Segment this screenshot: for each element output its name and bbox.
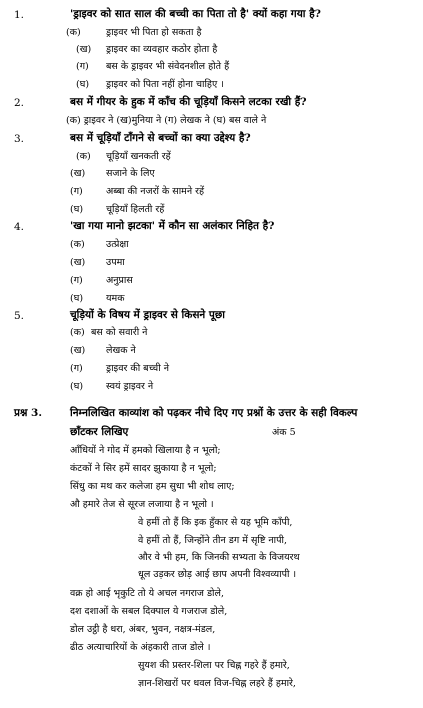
option-label: (घ): [70, 204, 84, 215]
option-label: (ग): [70, 275, 83, 286]
option-label: (क): [66, 27, 81, 38]
option-text: ड्राइवर भी पिता हो सकता है: [106, 27, 202, 38]
section-label: प्रश्न 3.: [14, 407, 43, 419]
poem-line: वक्र हो आई भृकुटि तो ये अचल नगराज डोले,: [70, 588, 224, 599]
question-number: 3.: [14, 133, 25, 145]
option-label: (ग): [76, 61, 89, 72]
option-label: (ग): [70, 186, 83, 197]
option-text: सजाने के लिए: [106, 168, 155, 179]
question-number: 2.: [14, 97, 25, 109]
option-inline: (क) ड्राइवर ने (ख)मुनिया ने (ग) लेखक ने (घ) बस वाले ने: [66, 115, 267, 126]
option-label: (घ): [70, 381, 84, 392]
option-text: ड्राइवर का व्यवहार कठोर होता है: [106, 44, 218, 55]
option-text: बस को सवारी ने: [91, 327, 148, 338]
question-number: 4.: [14, 221, 25, 233]
poem-line: दश दशाओं के सबल दिक्पाल ये गजराज डोले,: [70, 606, 228, 617]
option-label: (क): [76, 151, 91, 162]
option-label: (क): [70, 239, 85, 250]
section-instruction: छाँटकर लिखिए: [70, 426, 129, 438]
option-text: उपमा: [106, 257, 125, 268]
option-text: स्वयं ड्राइवर ने: [106, 381, 154, 392]
poem-line: कंटकों ने सिर हमें सादर झुकाया है न भूलो;: [70, 463, 217, 474]
option-text: ड्राइवर की बच्ची ने: [106, 363, 169, 374]
poem-line: आँधियों ने गोद में हमको खिलाया है न भूलो;: [70, 445, 221, 456]
option-text: ड्राइवर को पिता नहीं होना चाहिए ।: [106, 79, 224, 90]
option-label: (ख): [76, 44, 92, 55]
poem-line: ढीठ अत्याचारियों के अंहकारी ताज डोले ।: [70, 642, 211, 653]
question-text: बस में चूड़ियाँ टाँगने से बच्चों का क्या उद्देश्य है?: [70, 132, 251, 144]
poem-line: सुयश की प्रस्तर-शिला पर चिह्न गहरे हैं हमारे,: [138, 660, 290, 671]
option-label: (ग): [70, 363, 83, 374]
option-text: बस के ड्राइवर भी संवेदनशील होते हैं: [106, 61, 230, 72]
option-text: अनुप्रास: [106, 275, 133, 286]
option-label: (ख): [70, 168, 86, 179]
poem-line: सिंधु का मथ कर कलेजा हम सुधा भी शोध लाए;: [70, 481, 235, 492]
section-instruction: निम्नलिखित काव्यांश को पढ़कर नीचे दिए गए प्रश्नों के उत्तर के सही विकल्प: [70, 407, 358, 419]
question-number: 5.: [14, 310, 25, 322]
question-text: बस में गीयर के हुक में काँच की चूड़ियाँ किसने लटका रखी हैं?: [70, 96, 307, 108]
option-label: (घ): [70, 293, 84, 304]
option-label: (घ): [76, 79, 90, 90]
poem-line: वे हमीं तो हैं, जिन्होंने तीन डग में सृष्टि नापी,: [138, 535, 288, 546]
poem-line: ज्ञान-शिखरों पर धवल विज-चिह्न लहरे हैं हमारे,: [138, 678, 296, 689]
question-number: 1.: [14, 9, 25, 21]
option-label: (ख): [70, 345, 86, 356]
poem-line: डोल उट्ठी है धरा, अंबर, भुवन, नक्षत्र-मंडल,: [70, 624, 216, 635]
poem-line: औ हमारे तेज से सूरज लजाया है न भूलो ।: [70, 499, 214, 510]
poem-line: और वे भी हम, कि जिनकी सभ्यता के विजयरथ: [138, 552, 300, 563]
option-text: उत्प्रेक्षा: [106, 239, 129, 250]
option-text: चूड़ियाँ हिलती रहें: [106, 204, 165, 215]
option-text: लेखक ने: [106, 345, 136, 356]
section-marks: अंक 5: [272, 427, 296, 438]
question-text: 'ड्राइवर को सात साल की बच्ची का पिता तो है' क्यों कहा गया है?: [70, 8, 321, 20]
option-label: (क): [70, 327, 85, 338]
option-text: यमक: [106, 293, 125, 304]
question-text: चूड़ियों के विषय में ड्राइवर से किसने पूछा: [70, 309, 225, 321]
question-text: 'खा गया मानो झटका' में कौन सा अलंकार निहित है?: [70, 220, 275, 232]
poem-line: धूल उड़कर छोड़ आई छाप अपनी विश्वव्यापी ।: [138, 569, 297, 580]
option-label: (ख): [70, 257, 86, 268]
option-text: अब्बा की नजरों के सामने रहें: [106, 186, 205, 197]
option-text: चूड़ियाँ खनकती रहें: [106, 151, 171, 162]
poem-line: वे हमीं तो हैं कि इक हुँकार से यह भूमि काँपी,: [138, 517, 293, 528]
